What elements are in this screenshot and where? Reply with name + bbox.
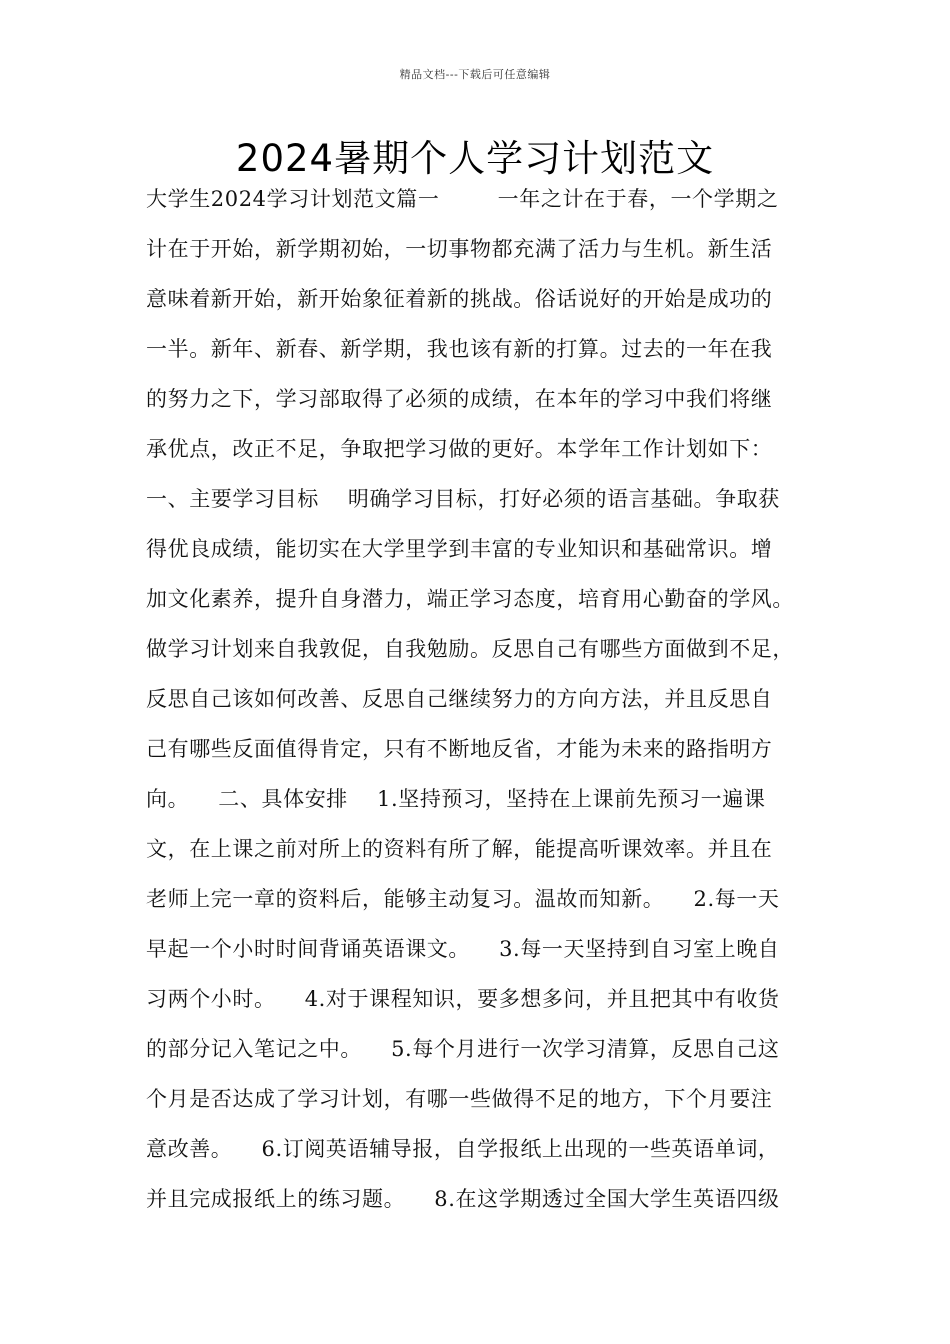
body-line: 的部分记入笔记之中。 5.每个月进行一次学习清算，反思自己这 xyxy=(146,1037,780,1061)
body-line: 计在于开始，新学期初始，一切事物都充满了活力与生机。新生活 xyxy=(146,237,773,261)
body-line: 的努力之下，学习部取得了必须的成绩，在本年的学习中我们将继 xyxy=(146,387,773,411)
body-line: 承优点，改正不足，争取把学习做的更好。本学年工作计划如下： xyxy=(146,437,773,461)
body-text xyxy=(146,183,811,1233)
body-line: 文，在上课之前对所上的资料有所了解，能提高听课效率。并且在 xyxy=(146,837,773,861)
header-note: 精品文档---下载后可任意编辑 xyxy=(399,68,551,81)
body-line: 早起一个小时时间背诵英语课文。 3.每一天坚持到自习室上晚自 xyxy=(146,937,780,961)
body-line: 一、主要学习目标 明确学习目标，打好必须的语言基础。争取获 xyxy=(146,487,780,511)
body-line: 加文化素养，提升自身潜力，端正学习态度，培育用心勤奋的学风。 xyxy=(146,587,794,611)
body-line: 得优良成绩，能切实在大学里学到丰富的专业知识和基础常识。增 xyxy=(146,537,773,561)
body-line: 做学习计划来自我敦促，自我勉励。反思自己有哪些方面做到不足， xyxy=(146,637,794,661)
body-line: 老师上完一章的资料后，能够主动复习。温故而知新。 2.每一天 xyxy=(146,887,780,911)
body-line: 个月是否达成了学习计划，有哪一些做得不足的地方，下个月要注 xyxy=(146,1087,773,1111)
body-line: 并且完成报纸上的练习题。 8.在这学期透过全国大学生英语四级 xyxy=(146,1187,780,1211)
body-line: 大学生2024学习计划范文篇一 一年之计在于春，一个学期之 xyxy=(146,187,779,211)
body-line: 意改善。 6.订阅英语辅导报，自学报纸上出现的一些英语单词， xyxy=(146,1137,780,1161)
body-line: 意味着新开始，新开始象征着新的挑战。俗话说好的开始是成功的 xyxy=(146,287,773,311)
body-line: 己有哪些反面值得肯定，只有不断地反省，才能为未来的路指明方 xyxy=(146,737,773,761)
body-line: 一半。新年、新春、新学期，我也该有新的打算。过去的一年在我 xyxy=(146,337,773,361)
body-line: 向。 二、具体安排 1.坚持预习，坚持在上课前先预习一遍课 xyxy=(146,787,766,811)
document-title: 2024暑期个人学习计划范文 xyxy=(235,137,715,180)
body-line: 反思自己该如何改善、反思自己继续努力的方向方法，并且反思自 xyxy=(146,687,773,711)
body-line: 习两个小时。 4.对于课程知识，要多想多问，并且把其中有收货 xyxy=(146,987,780,1011)
